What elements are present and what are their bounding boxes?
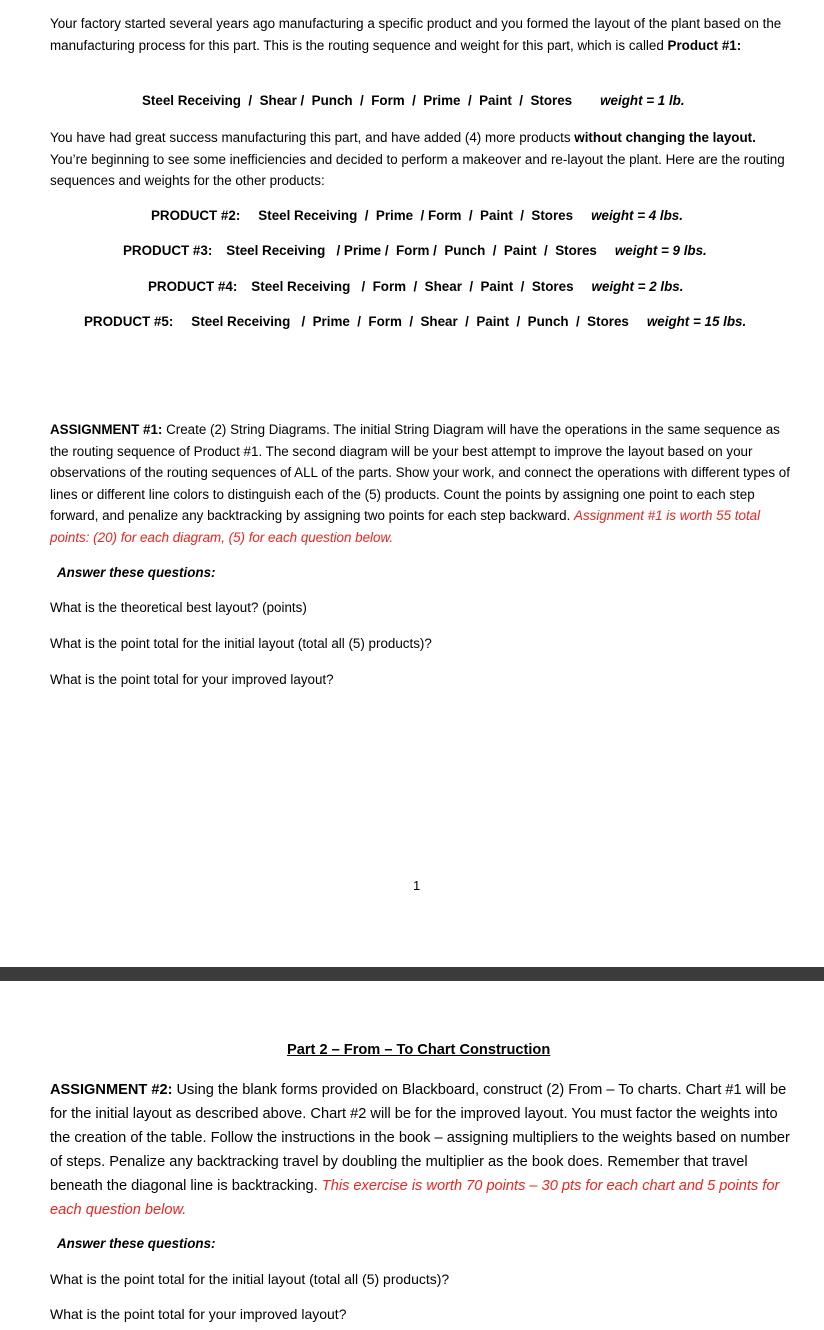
assignment1-paragraph: ASSIGNMENT #1: Create (2) String Diagrams. The initial String Diagram will have the operations in the same sequence as the routing sequence of Product #1. The second diagram will be your best attempt to improve the layout based on your observations of the routing sequences of ALL of the parts. Show your work, and connect the operations with different types of lines or different line colors to distinguish each of the (5) products. Count the points by assigning one point to each step forward, and penalize any backtracking by assigning two points for each step backward. Assignment #1 is worth 55 total points: (20) for each diagram, (5) for each question below.: [50, 422, 790, 545]
answer-heading-1: Answer these questions:: [57, 565, 216, 580]
product1-route: Steel Receiving / Shear / Punch / Form / Prime / Paint / Stores: [142, 93, 573, 108]
part2-question-1: What is the point total for the initial layout (total all (5) products)?: [50, 1271, 450, 1287]
product3-routing: PRODUCT #3: Steel Receiving / Prime / Form / Punch / Paint / Stores weight = 9 lbs.: [123, 243, 707, 258]
question-3: What is the point total for your improved layout?: [50, 672, 334, 687]
product1-label: Product #1:: [667, 37, 742, 53]
part2-title: Part 2 – From – To Chart Construction: [287, 1042, 551, 1058]
answer-heading-2: Answer these questions:: [57, 1236, 216, 1251]
product2-routing: PRODUCT #2: Steel Receiving / Prime / Form / Paint / Stores weight = 4 lbs.: [151, 208, 683, 223]
product4-routing: PRODUCT #4: Steel Receiving / Form / Shear / Paint / Stores weight = 2 lbs.: [148, 279, 684, 294]
product1-routing: [142, 93, 685, 108]
question-1: What is the theoretical best layout? (points): [50, 600, 307, 615]
assignment2-paragraph: ASSIGNMENT #2: Using the blank forms provided on Blackboard, construct (2) From – To charts. Chart #1 will be for the initial layout as described above. Chart #2 will be for the improved layout. You must factor the weights into the creation of the table. Follow the instructions in the book – assigning multipliers to the weights based on number of steps. Penalize any backtracking travel by doubling the multiplier as the book does. Remember that travel beneath the diagonal line is backtracking. This exercise is worth 70 points – 30 pts for each chart and 5 points for each question below.: [50, 1082, 790, 1218]
product5-routing: PRODUCT #5: Steel Receiving / Prime / Form / Shear / Paint / Punch / Stores weight = 15 lbs.: [84, 314, 747, 329]
page-number: 1: [413, 878, 421, 893]
question-2: What is the point total for the initial layout (total all (5) products)?: [50, 636, 432, 651]
success-paragraph: You have had great success manufacturing this part, and have added (4) more products without changing the layout. You’re beginning to see some inefficiencies and decided to perform a makeover and re-layout the plant. Here are the routing sequences and weights for the other products:: [50, 130, 785, 189]
page-divider: [0, 967, 824, 981]
part2-question-2: What is the point total for your improved layout?: [50, 1306, 347, 1322]
intro-paragraph: Your factory started several years ago manufacturing a specific product and you formed the layout of the plant based on the manufacturing process for this part. This is the routing sequence and weight for this part, which is called Product #1:: [50, 16, 782, 53]
product1-weight: weight = 1 lb.: [600, 93, 685, 108]
